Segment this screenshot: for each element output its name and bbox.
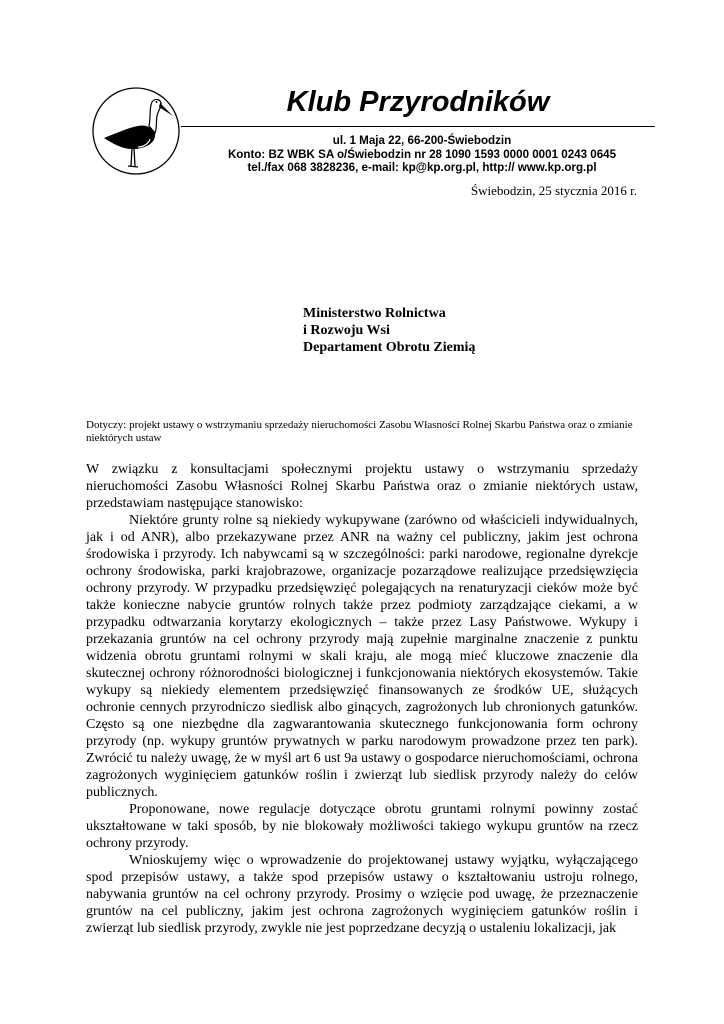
subject-line: Dotyczy: projekt ustawy o wstrzymaniu sprzedaży nieruchomości Zasobu Własności Rolnej Skarbu Państwa oraz o zmianie niektórych ustaw [86,419,633,444]
stork-logo [91,86,181,176]
paragraph-3: Proponowane, nowe regulacje dotyczące obrotu gruntami rolnymi powinny zostać ukształtowane w taki sposób, by nie blokowały możliwości takiego wykupu gruntów na rzecz ochrony przyrody. [86,802,638,851]
recipient-block [303,305,475,356]
letter-body [86,461,638,937]
org-bank-account: Konto: BZ WBK SA o/Świebodzin nr 28 1090 1593 0000 0001 0243 0645 [227,147,617,161]
letter-date: Świebodzin, 25 stycznia 2016 r. [470,183,637,198]
header-rule [181,126,655,127]
recipient-line-1: Ministerstwo Rolnictwa [303,306,446,321]
org-contact: tel./fax 068 3828236, e-mail: kp@kp.org.pl, http:// www.kp.org.pl [247,161,597,174]
paragraph-2: Niektóre grunty rolne są niekiedy wykupywane (zarówno od właścicieli indywidualnych, jak i od ANR), albo przekazywane przez ANR na ważny cel publiczny, jakim jest ochrona środowiska i przyrody. Ich nabywcami są w szczególności: parki narodowe, regionalne dyrekcje ochrony środowiska, parki krajobrazowe, organizacje pozarządowe realizujące przedsięwzięcia ochrony przyrody. W przypadku przedsięwzięć polegających na renaturyzacji cieków może być także konieczne nabycie gruntów rolnych także przez podmioty zarządzające ciekami, a w przypadku odtwarzania korytarzy ekologicznych – także przez Lasy Państwowe. Wykupy i przekazania gruntów na cel ochrony przyrody mają zupełnie marginalne znaczenie z punktu widzenia obrotu gruntami rolnymi w skali kraju, ale mogą mieć kluczowe znaczenie dla skutecznej ochrony różnorodności biologicznej i funkcjonowania niektórych ekosystemów. Takie wykupy są niekiedy elementem przedsięwzięć finansowanych ze środków UE, służących ochronie cennych przyrodniczo siedlisk albo ginących, zagrożonych lub chronionych gatunków. Często są one niezbędne dla zagwarantowania skutecznego funkcjonowania form ochrony przyrody (np. wykupy gruntów prywatnych w parku narodowym prowadzone przez ten park). Zwrócić tu należy uwagę, że w myśl art 6 ust 9a ustawy o gospodarce nieruchomościami, ochrona zagrożonych wyginięciem gatunków roślin i zwierząt lub siedlisk przyrody należy do celów publicznych. [86,513,638,800]
paragraph-1: W związku z konsultacjami społecznymi projektu ustawy o wstrzymaniu sprzedaży nieruchomości Zasobu Własności Rolnej Skarbu Państwa oraz o zmianie niektórych ustaw, przedstawiam następujące stanowisko: [86,462,638,511]
recipient-line-2: i Rozwoju Wsi [303,323,390,338]
org-name: Klub Przyrodników [286,86,550,118]
recipient-line-3: Departament Obrotu Ziemią [303,340,476,355]
paragraph-4: Wnioskujemy więc o wprowadzenie do projektowanej ustawy wyjątku, wyłączającego spod przepisów ustawy, a także spod przepisów ustawy o kształtowaniu ustroju rolnego, nabywania gruntów na cel ochrony przyrody. Prosimy o wzięcie pod uwagę, że przeznaczenie gruntów na cel publiczny, jakim jest ochrona zagrożonych wyginięciem gatunków roślin i zwierząt lub siedlisk przyrody, zwykle nie jest poprzedzane decyzją o ustaleniu lokalizacji, jak [86,853,638,936]
org-contact-block [180,134,664,175]
org-address: ul. 1 Maja 22, 66-200-Świebodzin [332,134,512,147]
